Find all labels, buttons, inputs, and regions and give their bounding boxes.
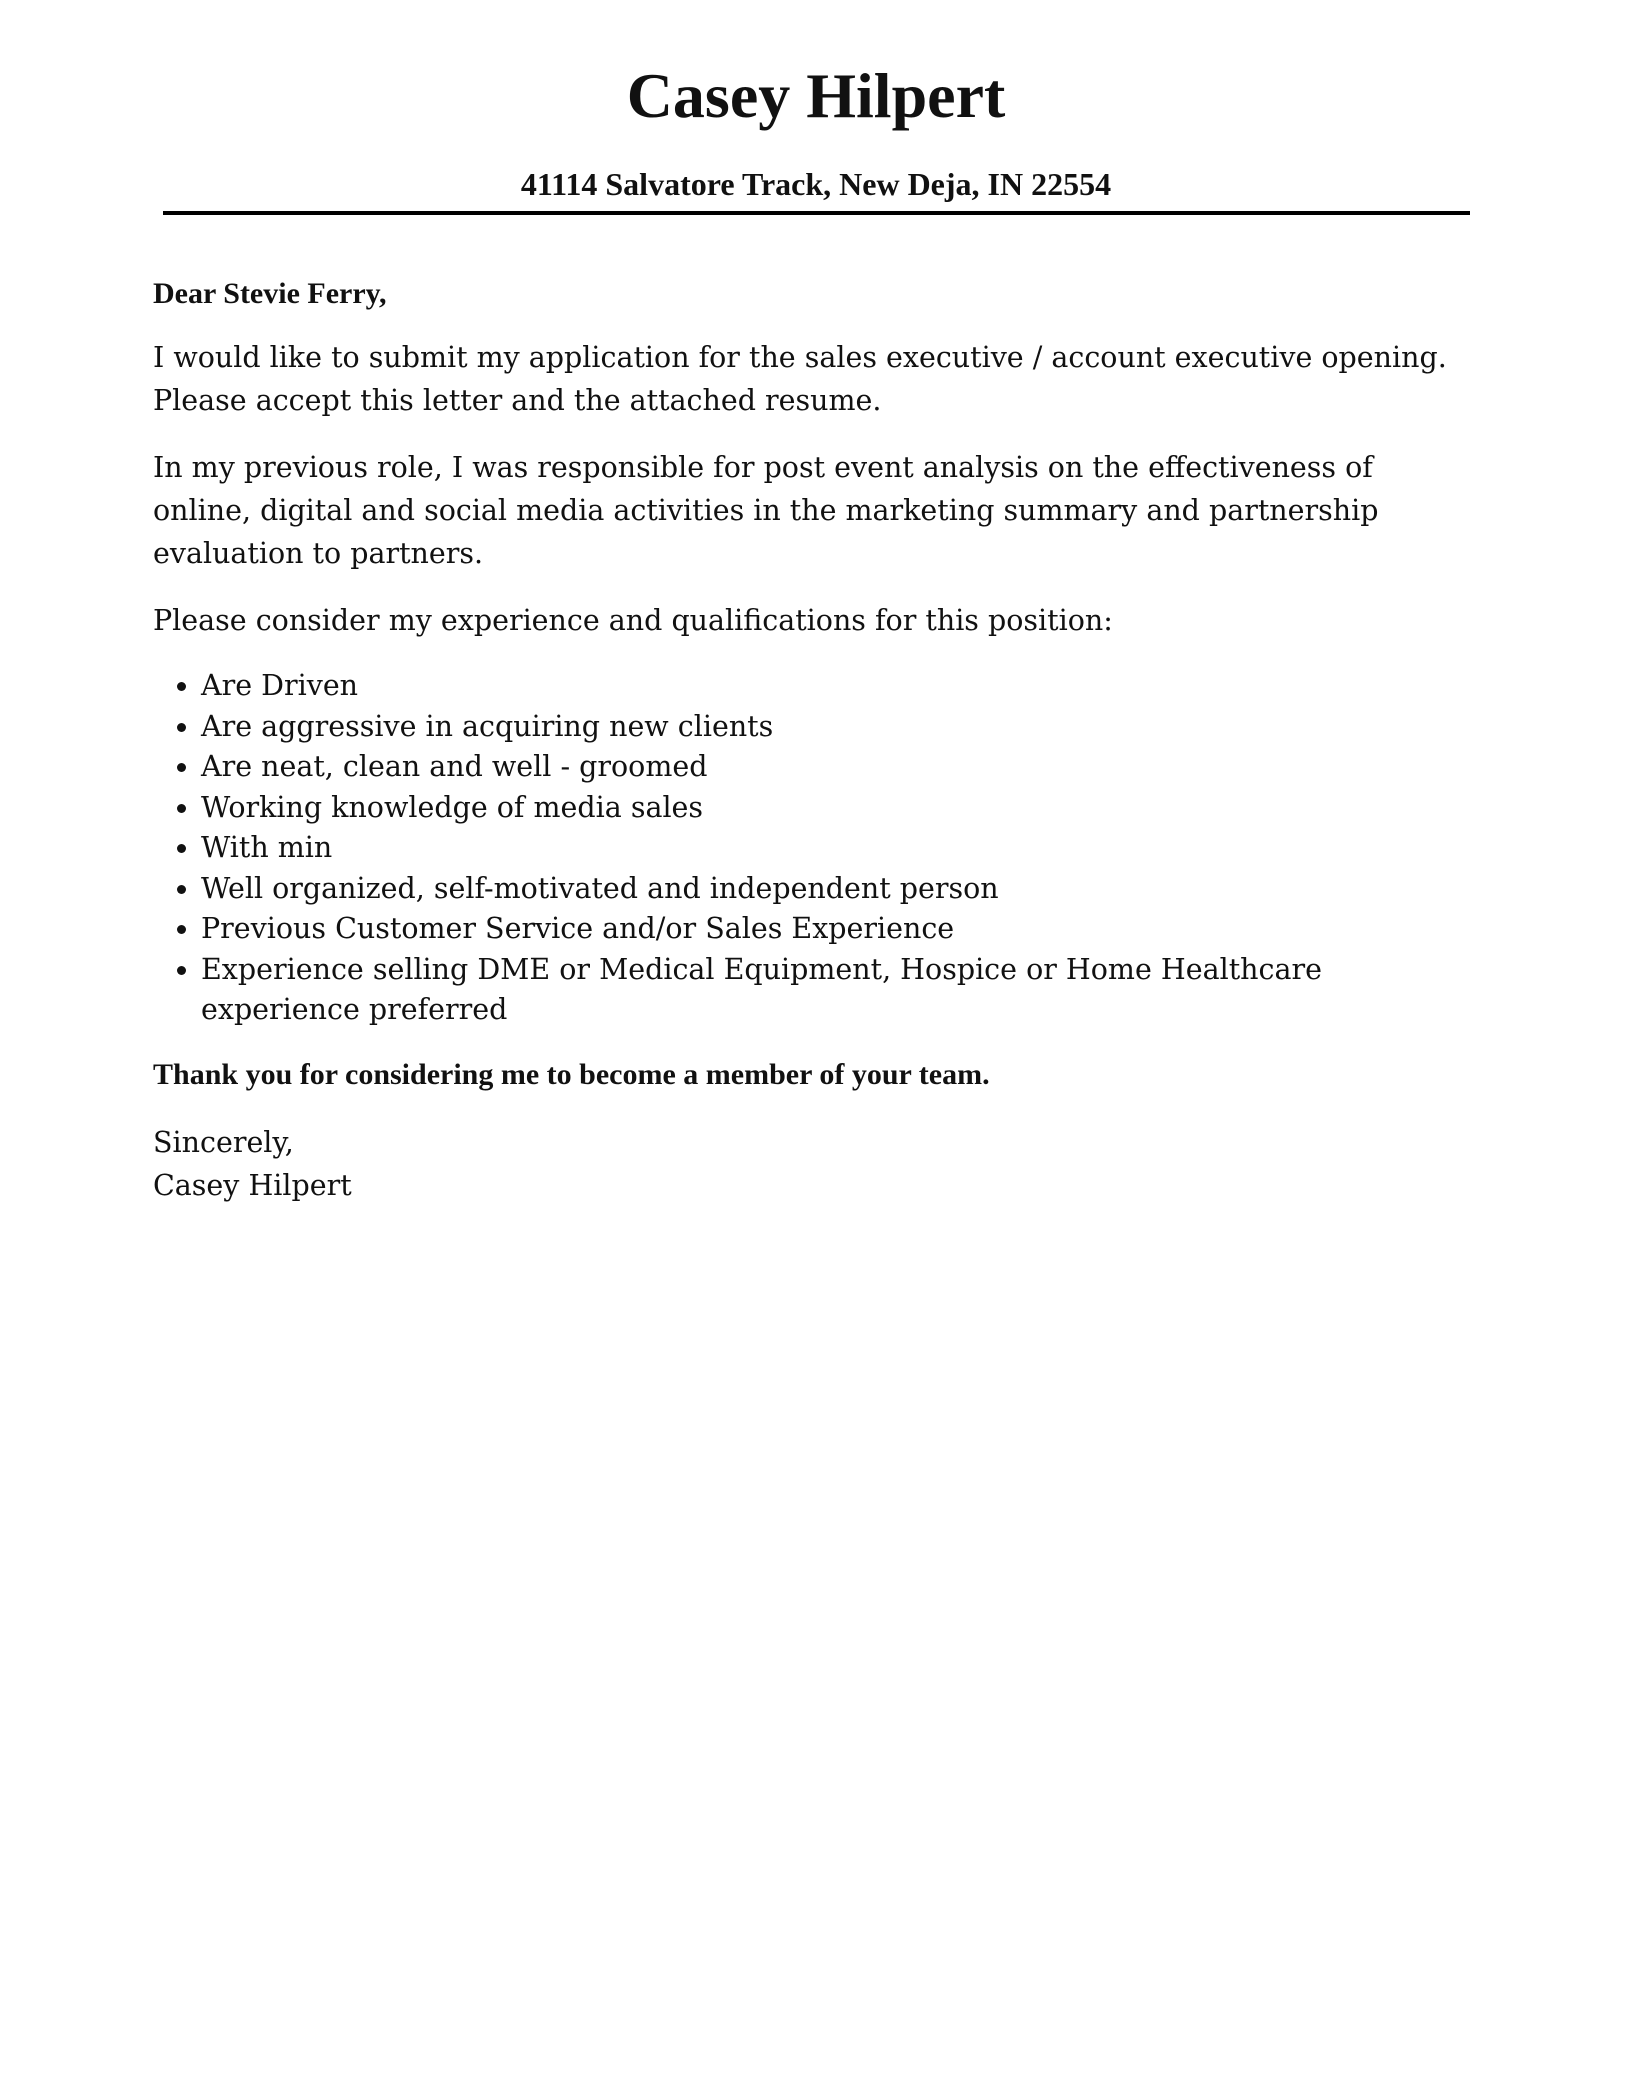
intro-paragraph: I would like to submit my application for the sales executive / account executive opening. Please accept this letter and the attached resume. (153, 341, 1447, 417)
list-item: • Are aggressive in acquiring new clients (201, 707, 1473, 748)
list-item: • Previous Customer Service and/or Sales Experience (201, 909, 1473, 950)
qualifications-lead: Please consider my experience and qualifications for this position: (153, 604, 1113, 637)
list-item: • Working knowledge of media sales (201, 788, 1473, 829)
experience-paragraph: In my previous role, I was responsible for post event analysis on the effectiveness of online, digital and social media activities in the marketing summary and partnership evaluation to partners. (153, 451, 1379, 570)
list-item: • Well organized, self-motivated and independent person (201, 869, 1473, 910)
applicant-name: Casey Hilpert (626, 60, 1006, 131)
list-item: • With min (201, 828, 1473, 869)
applicant-address: 41114 Salvatore Track, New Deja, IN 22554 (520, 166, 1112, 202)
letter-body (153, 274, 1473, 1207)
list-item: • Experience selling DME or Medical Equipment, Hospice or Home Healthcare experience preferred (201, 950, 1473, 1031)
closing: Sincerely, (153, 1125, 294, 1159)
thank-you-line: Thank you for considering me to become a member of your team. (153, 1057, 990, 1091)
list-item: • Are neat, clean and well - groomed (201, 747, 1473, 788)
qualifications-list (153, 666, 1473, 1031)
header-divider (163, 211, 1470, 215)
list-item: • Are Driven (201, 666, 1473, 707)
salutation: Dear Stevie Ferry, (153, 277, 387, 310)
signature: Casey Hilpert (153, 1168, 352, 1202)
